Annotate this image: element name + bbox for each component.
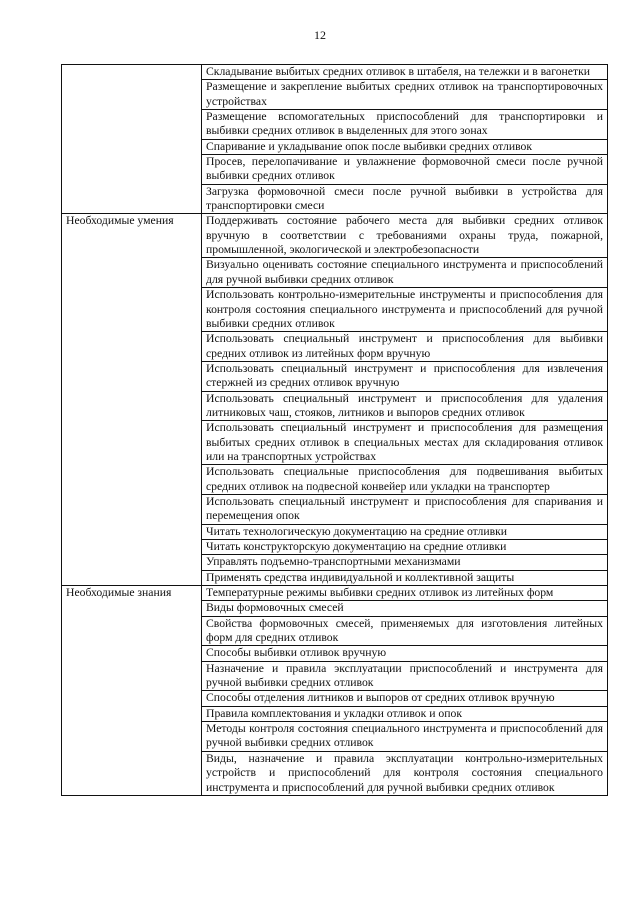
table-row (62, 65, 608, 80)
section-item: Поддерживать состояние рабочего места для выбивки средних отливок вручную в соответствии с требованиями охраны труда, пожарной, промышленной, экологической и электробезопасности (202, 214, 608, 258)
section-item: Просев, перелопачивание и увлажнение формовочной смеси после ручной выбивки средних отливок (202, 155, 608, 185)
section-item: Размещение вспомогательных приспособлений для транспортировки и выбивки средних отливок в выделенных для этого зонах (202, 110, 608, 140)
section-item: Управлять подъемно-транспортными механизмами (202, 555, 608, 570)
section-item: Способы выбивки отливок вручную (202, 646, 608, 661)
table-row (62, 586, 608, 601)
section-item: Складывание выбитых средних отливок в штабеля, на тележки и в вагонетки (202, 65, 608, 80)
section-item: Читать конструкторскую документацию на средние отливки (202, 540, 608, 555)
section-item: Использовать специальные приспособления для подвешивания выбитых средних отливок на подвесной конвейер или укладки на транспортер (202, 465, 608, 495)
section-item: Использовать контрольно-измерительные инструменты и приспособления для контроля состояния специального инструмента и приспособлений для ручной выбивки средних отливок (202, 288, 608, 332)
section-item: Спаривание и укладывание опок после выбивки средних отливок (202, 139, 608, 154)
section-item: Применять средства индивидуальной и коллективной защиты (202, 570, 608, 585)
requirements-table (61, 64, 608, 796)
section-item: Правила комплектования и укладки отливок и опок (202, 706, 608, 721)
section-item: Загрузка формовочной смеси после ручной выбивки в устройства для транспортировки смеси (202, 184, 608, 214)
section-item: Виды формовочных смесей (202, 601, 608, 616)
section-item: Размещение и закрепление выбитых средних отливок на транспортировочных устройствах (202, 80, 608, 110)
section-item: Температурные режимы выбивки средних отливок из литейных форм (202, 586, 608, 601)
section-label (62, 65, 202, 214)
section-item: Визуально оценивать состояние специального инструмента и приспособлений для ручной выбивки средних отливок (202, 258, 608, 288)
section-item: Использовать специальный инструмент и приспособления для извлечения стержней из средних отливок вручную (202, 361, 608, 391)
page-number: 12 (314, 28, 326, 42)
section-label: Необходимые умения (62, 214, 202, 586)
section-item: Использовать специальный инструмент и приспособления для спаривания и перемещения опок (202, 494, 608, 524)
section-item: Свойства формовочных смесей, применяемых для изготовления литейных форм для средних отливок (202, 616, 608, 646)
section-item: Использовать специальный инструмент и приспособления для размещения выбитых средних отливок в специальных местах для складирования отливок или на транспортных устройствах (202, 421, 608, 465)
section-label: Необходимые знания (62, 586, 202, 796)
section-item: Использовать специальный инструмент и приспособления для выбивки средних отливок из литейных форм вручную (202, 332, 608, 362)
section-item: Назначение и правила эксплуатации приспособлений и инструмента для ручной выбивки средних отливок (202, 661, 608, 691)
section-item: Читать технологическую документацию на средние отливки (202, 524, 608, 539)
table-row (62, 214, 608, 258)
section-item: Виды, назначение и правила эксплуатации контрольно-измерительных устройств и приспособлений для контроля состояния специального инструмента и приспособлений для ручной выбивки средних отливок (202, 751, 608, 795)
section-item: Использовать специальный инструмент и приспособления для удаления литниковых чаш, стояков, литников и выпоров средних отливок (202, 391, 608, 421)
section-item: Способы отделения литников и выпоров от средних отливок вручную (202, 691, 608, 706)
section-item: Методы контроля состояния специального инструмента и приспособлений для ручной выбивки средних отливок (202, 722, 608, 752)
requirements-table-body (62, 65, 608, 796)
